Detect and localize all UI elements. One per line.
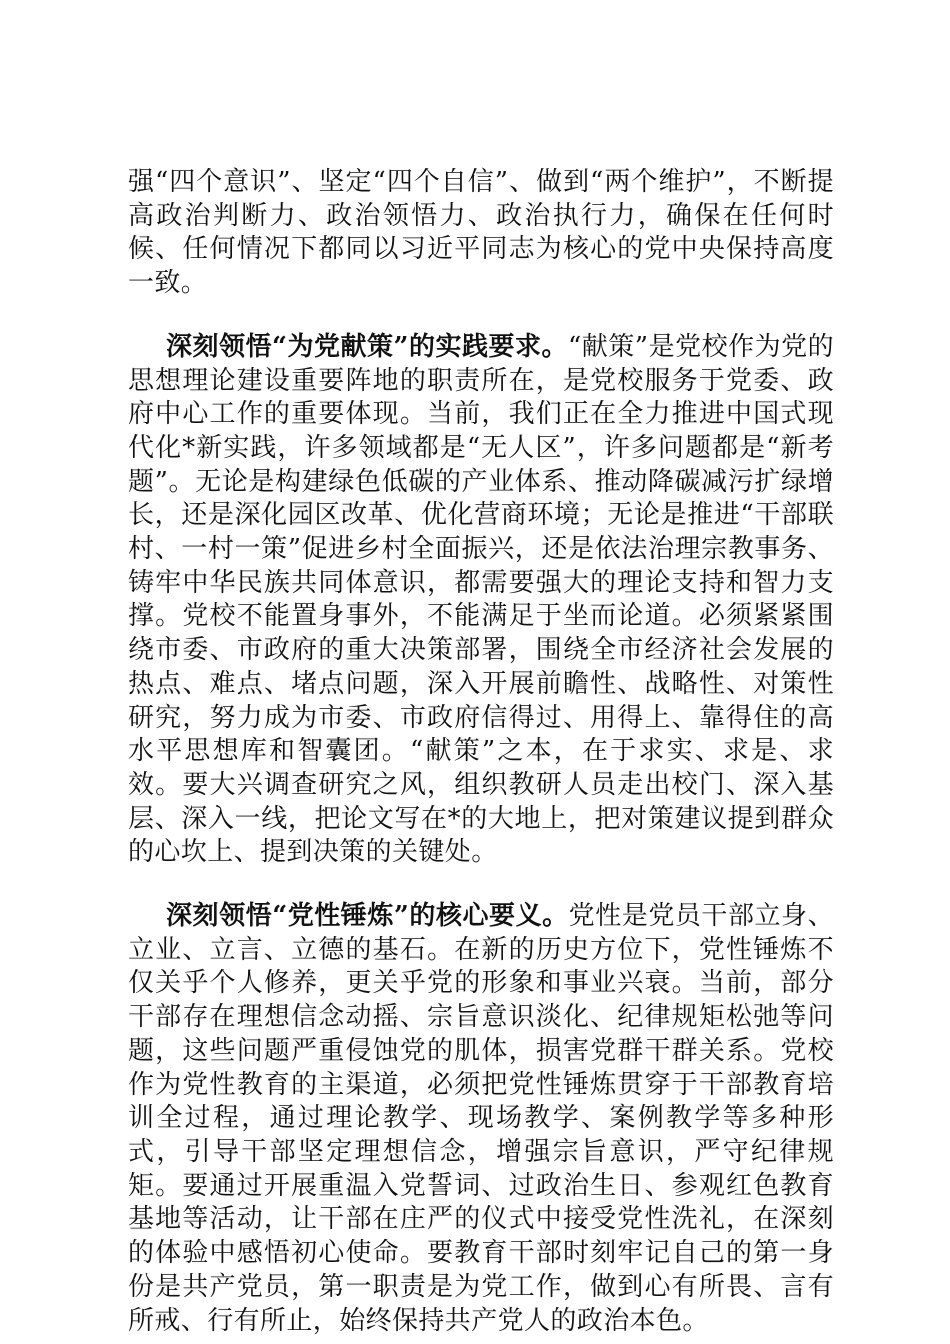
paragraph-spacer — [128, 870, 834, 900]
paragraph-spacer — [128, 301, 834, 331]
paragraph-party-spirit — [128, 900, 834, 1338]
paragraph-heading: 深刻领悟“党性锤炼”的核心要义。 — [166, 901, 569, 932]
paragraph-policy-advice — [128, 331, 834, 870]
paragraph-continuation — [128, 166, 834, 301]
document-page — [128, 166, 834, 1338]
paragraph-text: 党性是党员干部立身、立业、立言、立德的基石。在新的历史方位下，党性锤炼不仅关乎个人修养，更关乎党的形象和事业兴衰。当前，部分干部存在理想信念动摇、宗旨意识淡化、纪律规矩松弛等问题，这些问题严重侵蚀党的肌体，损害党群干群关系。党校作为党性教育的主渠道，必须把党性锤炼贯穿于干部教育培训全过程，通过理论教学、现场教学、案例教学等多种形式，引导干部坚定理想信念，增强宗旨意识，严守纪律规矩。要通过开展重温入党誓词、过政治生日、参观红色教育基地等活动，让干部在庄严的仪式中接受党性洗礼，在深刻的体验中感悟初心使命。要教育干部时刻牢记自己的第一身份是共产党员，第一职责是为党工作，做到心有所畏、言有所戒、行有所止，始终保持共产党人的政治本色。 — [128, 901, 834, 1336]
paragraph-heading: 深刻领悟“为党献策”的实践要求。 — [166, 331, 568, 362]
paragraph-text: 强“四个意识”、坚定“四个自信”、做到“两个维护”，不断提高政治判断力、政治领悟力、政治执行力，确保在任何时候、任何情况下都同以习近平同志为核心的党中央保持高度一致。 — [128, 167, 834, 299]
paragraph-text: “献策”是党校作为党的思想理论建设重要阵地的职责所在，是党校服务于党委、政府中心工作的重要体现。当前，我们正在全力推进中国式现代化*新实践，许多领域都是“无人区”，许多问题都是“新考题”。无论是构建绿色低碳的产业体系、推动降碳减污扩绿增长，还是深化园区改革、优化营商环境；无论是推进“干部联村、一村一策”促进乡村全面振兴，还是依法治理宗教事务、铸牢中华民族共同体意识，都需要强大的理论支持和智力支撑。党校不能置身事外，不能满足于坐而论道。必须紧紧围绕市委、市政府的重大决策部署，围绕全市经济社会发展的热点、难点、堵点问题，深入开展前瞻性、战略性、对策性研究，努力成为市委、市政府信得过、用得上、靠得住的高水平思想库和智囊团。“献策”之本，在于求实、求是、求效。要大兴调查研究之风，组织教研人员走出校门、深入基层、深入一线，把论文写在*的大地上，把对策建议提到群众的心坎上、提到决策的关键处。 — [128, 331, 835, 868]
